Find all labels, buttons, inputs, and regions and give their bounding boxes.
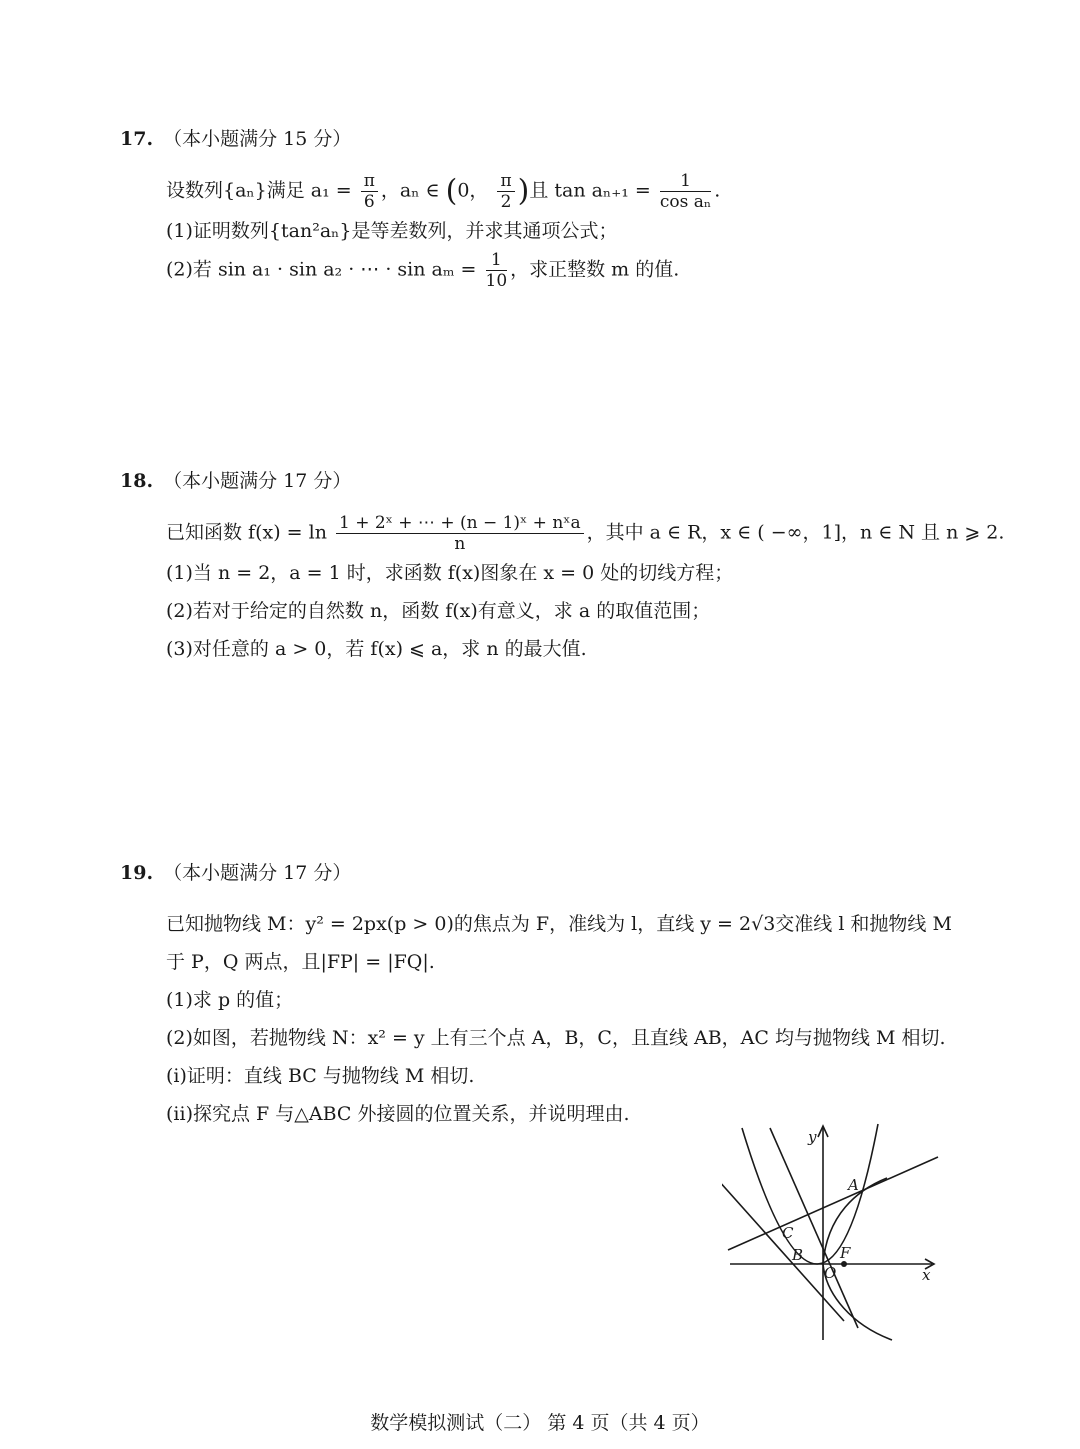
stem-text-3: 0， — [457, 179, 489, 202]
point-a-label: A — [848, 1176, 859, 1194]
line-bc — [722, 1180, 844, 1321]
stem-text-4: 且 tan aₙ₊₁ = — [529, 179, 651, 202]
open-paren: ( — [445, 173, 458, 209]
problem-18-header — [120, 466, 940, 493]
origin-label: O — [824, 1264, 837, 1282]
problem-19-line2: 于 P，Q 两点，且|FP| = |FQ|. — [166, 951, 435, 973]
point-c-label: C — [782, 1224, 794, 1242]
fraction-1-over-cos: $\frac{1}{\text{cos aₙ}}$ — [659, 171, 712, 212]
stem-text-1: 设数列{aₙ}满足 a₁ = — [166, 179, 352, 202]
problem-19-line1: 已知抛物线 M：y² = 2px(p > 0)的焦点为 F，准线为 l，直线 y = 2√3交准线 l 和抛物线 M — [166, 913, 952, 935]
problem-19-q2ii: (ii)探究点 F 与△ABC 外接圆的位置关系，并说明理由. — [166, 1103, 630, 1125]
problem-18-number: 18. — [120, 470, 154, 492]
y-axis-label: y — [808, 1128, 817, 1146]
problem-17 — [120, 124, 940, 291]
point-f-label: F — [840, 1244, 851, 1262]
problem-17-q2 — [120, 250, 940, 291]
problem-17-score: （本小题满分 15 分） — [163, 128, 352, 150]
problem-19-header — [120, 858, 940, 885]
problem-19-q2: (2)如图，若抛物线 N：x² = y 上有三个点 A，B，C，且直线 AB，AC 均与抛物线 M 相切. — [166, 1027, 946, 1049]
close-paren: ) — [517, 173, 530, 209]
problem-17-q1: (1)证明数列{tan²aₙ}是等差数列，并求其通项公式； — [166, 220, 618, 242]
problem-18-q3: (3)对任意的 a > 0，若 f(x) ⩽ a，求 n 的最大值. — [166, 638, 587, 660]
problem-18-q1: (1)当 n = 2，a = 1 时，求函数 f(x)图象在 x = 0 处的切线方程； — [166, 562, 734, 584]
problem-19-q2i: (i)证明：直线 BC 与抛物线 M 相切. — [166, 1065, 475, 1087]
problem-18-score: （本小题满分 17 分） — [163, 470, 352, 492]
problem-19-q1: (1)求 p 的值； — [166, 989, 294, 1011]
fraction-sum-over-n: $\frac{\text{1 + 2ˣ + ⋯ + (n − 1)ˣ + nˣa}}{n}$ — [336, 513, 584, 554]
problem-18-stem — [120, 513, 1005, 554]
stem-text-1: 已知函数 f(x) = ln — [166, 521, 327, 544]
problem-17-header — [120, 124, 940, 151]
stem-text-5: . — [714, 179, 721, 202]
x-axis-label: x — [922, 1266, 931, 1284]
stem-text-2: ，其中 a ∈ R，x ∈ ( −∞，1]，n ∈ N 且 n ⩾ 2. — [586, 521, 1005, 544]
page-footer: 数学模拟测试（二） 第 4 页（共 4 页） — [370, 1412, 710, 1434]
fraction-pi-over-2: $\frac{\pi}{2}$ — [497, 171, 514, 212]
q2-text-1: (2)若 sin a₁ · sin a₂ · ⋯ · sin aₘ = — [166, 258, 477, 281]
point-b-label: B — [792, 1246, 804, 1264]
fraction-pi-over-6: $\frac{\pi}{6}$ — [361, 171, 378, 212]
q2-text-2: ，求正整数 m 的值. — [510, 258, 680, 281]
stem-text-2: ，aₙ ∈ — [380, 179, 440, 202]
problem-17-stem — [120, 171, 940, 212]
parabola-m — [823, 1178, 892, 1340]
problem-17-number: 17. — [120, 128, 154, 150]
problem-18-q2: (2)若对于给定的自然数 n，函数 f(x)有意义，求 a 的取值范围； — [166, 600, 711, 622]
problem-19 — [120, 858, 952, 1133]
line-ca — [728, 1157, 938, 1250]
problem-19-number: 19. — [120, 862, 154, 884]
problem-19-score: （本小题满分 17 分） — [163, 862, 352, 884]
problem-18 — [120, 466, 1005, 668]
parabola-figure — [722, 1120, 947, 1345]
fraction-1-over-10: $\frac{1}{10}$ — [485, 250, 508, 291]
